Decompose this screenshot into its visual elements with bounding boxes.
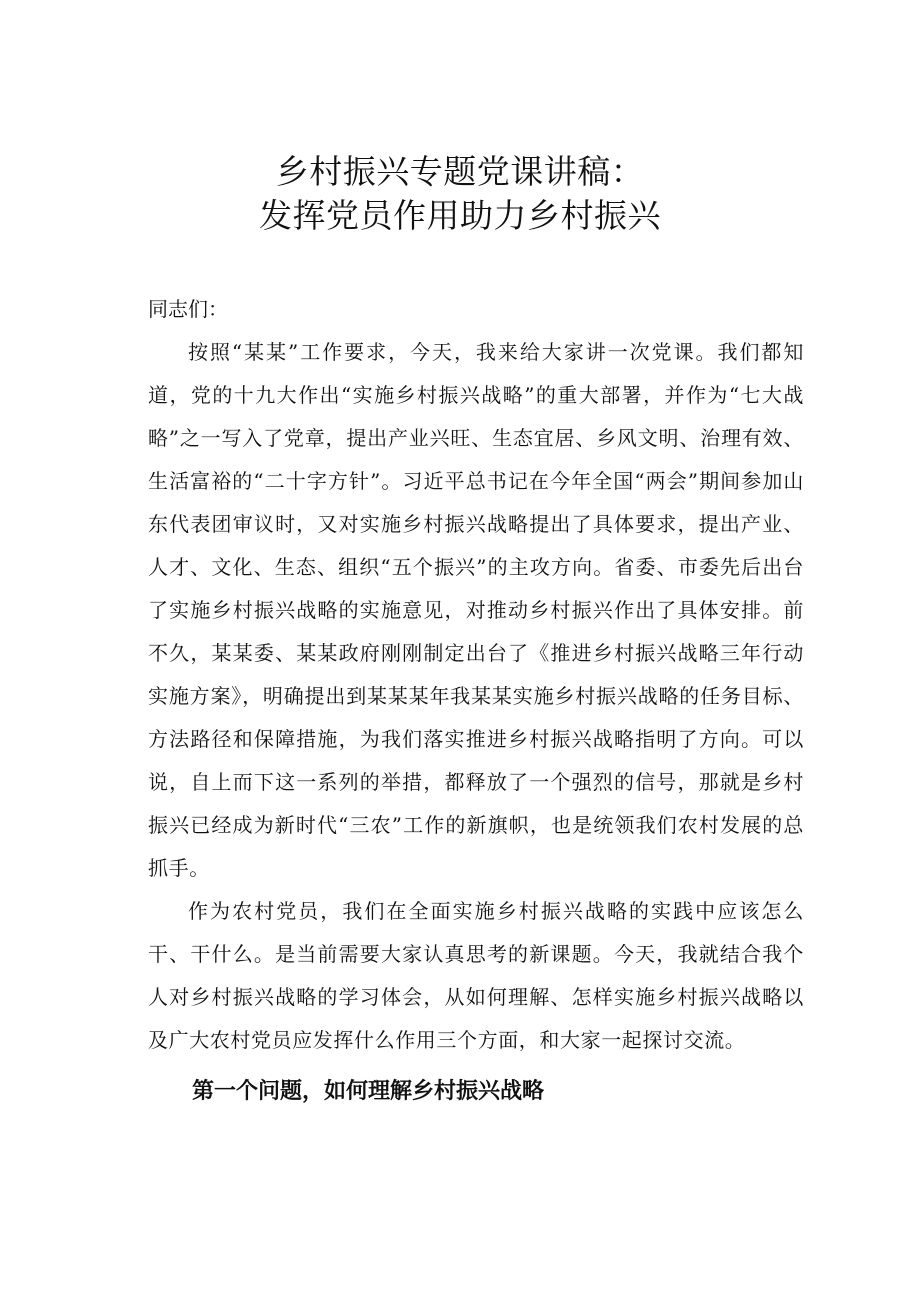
section-heading: 第一个问题，如何理解乡村振兴战略: [192, 1079, 545, 1104]
title-line-2: 发挥党员作用助力乡村振兴: [259, 196, 661, 235]
salutation: 同志们：: [148, 297, 228, 321]
paragraph-1: 按照“某某”工作要求，今天，我来给大家讲一次党课。我们都知道，党的十九大作出“实施乡村振兴战略”的重大部署，并作为“七大战略”之一写入了党章，提出产业兴旺、生态宜居、乡风文明、治理有效、生活富裕的“二十字方针”。习近平总书记在今年全国“两会”期间参加山东代表团审议时，又对实施乡村振兴战略提出了具体要求，提出产业、人才、文化、生态、组织“五个振兴”的主攻方向。省委、市委先后出台了实施乡村振兴战略的实施意见，对推动乡村振兴作出了具体安排。前不久，某某委、某某政府刚刚制定出台了《推进乡村振兴战略三年行动实施方案》，明确提出到某某某年我某某实施乡村振兴战略的任务目标、方法路径和保障措施，为我们落实推进乡村振兴战略指明了方向。可以说，自上而下这一系列的举措，都释放了一个强烈的信号，那就是乡村振兴已经成为新时代“三农”工作的新旗帜，也是统领我们农村发展的总抓手。: [148, 340, 804, 880]
document-title: [0, 150, 920, 238]
title-line-1: 乡村振兴专题党课讲稿：: [275, 152, 645, 191]
paragraph-2: 作为农村党员，我们在全面实施乡村振兴战略的实践中应该怎么干、干什么。是当前需要大家认真思考的新课题。今天，我就结合我个人对乡村振兴战略的学习体会，从如何理解、怎样实施乡村振兴战略以及广大农村党员应发挥什么作用三个方面，和大家一起探讨交流。: [148, 899, 804, 1052]
document-body: [148, 288, 804, 1114]
